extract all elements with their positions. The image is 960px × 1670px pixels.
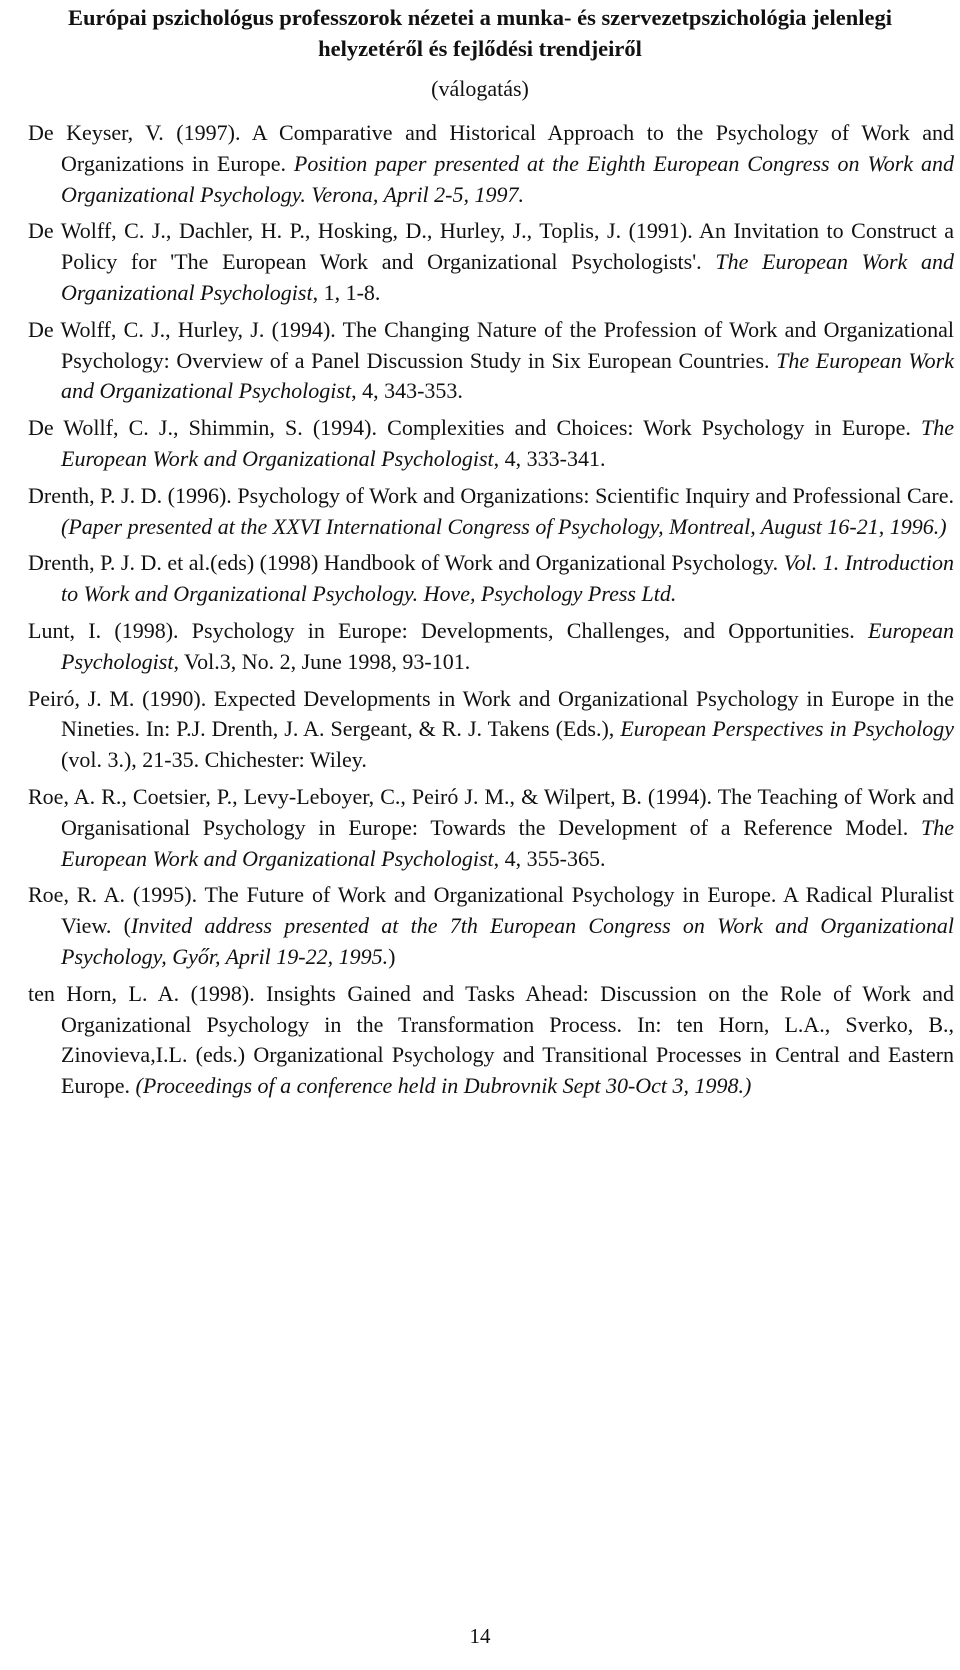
page-subtitle: (válogatás): [431, 76, 529, 101]
reference-text: , 1, 1-8.: [312, 279, 381, 305]
reference-entry: [28, 413, 954, 475]
reference-entry: [28, 782, 954, 874]
reference-text: Roe, A. R., Coetsier, P., Levy-Leboyer, C., Peiró J. M., & Wilpert, B. (1994). The Teaching of Work and Organisational Psychology in Europe: Towards the Development of a Reference Model.: [28, 783, 954, 840]
reference-text: , 4, 355-365.: [493, 845, 606, 871]
reference-text: Peiró, J. M. (1990). Expected Developments in Work and Organizational Psychology in Europe in the Nineties. In: P.J. Drenth, J. A. Sergeant, & R. J. Takens (Eds.),: [28, 685, 954, 742]
reference-entry: [28, 315, 954, 407]
reference-text: De Wolff, C. J., Dachler, H. P., Hosking, D., Hurley, J., Toplis, J. (1991). An Invitation to Construct a Policy for 'The European Work and Organizational Psychologists'.: [28, 218, 954, 275]
reference-italic-text: European Psychologist: [61, 617, 954, 674]
reference-italic-text: The European Work and Organizational Psychologist: [61, 249, 954, 305]
reference-entry: [28, 481, 954, 543]
reference-italic-text: Position paper presented at the Eighth European Congress on Work and Organizational Psychology. Verona, April 2-5, 1997.: [61, 150, 954, 207]
reference-entry: [28, 216, 954, 308]
reference-text: De Wolff, C. J., Hurley, J. (1994). The Changing Nature of the Profession of Work and Organizational Psychology: Overview of a Panel Discussion Study in Six European Countries.: [28, 316, 954, 373]
reference-italic-text: The European Work and Organizational Psychologist: [61, 814, 954, 871]
reference-italic-text: (Proceedings of a conference held in Dubrovnik Sept 30-Oct 3, 1998.): [135, 1073, 752, 1099]
reference-text: , Vol.3, No. 2, June 1998, 93-101.: [173, 648, 471, 674]
reference-text: De Keyser, V. (1997). A Comparative and Historical Approach to the Psychology of Work and Organizations in Europe.: [28, 120, 954, 176]
reference-text: (vol. 3.), 21-35. Chichester: Wiley.: [61, 747, 367, 773]
reference-text: Drenth, P. J. D. et al.(eds) (1998) Handbook of Work and Organizational Psychology.: [28, 550, 784, 576]
reference-text: , 4, 333-341.: [493, 445, 606, 471]
page-number: 14: [469, 1624, 491, 1648]
reference-italic-text: The European Work and Organizational Psychologist: [61, 347, 954, 404]
reference-entry: [28, 684, 954, 776]
reference-text: , 4, 343-353.: [351, 378, 463, 404]
reference-text: Lunt, I. (1998). Psychology in Europe: Developments, Challenges, and Opportunities.: [28, 617, 869, 643]
reference-italic-text: Vol. 1. Introduction to Work and Organizational Psychology. Hove, Psychology Press Ltd.: [61, 550, 954, 607]
reference-italic-text: European Perspectives in Psychology: [620, 716, 955, 742]
reference-text: ): [388, 943, 396, 969]
reference-italic-text: The European Work and Organizational Psychologist: [61, 415, 954, 471]
reference-text: De Wollf, C. J., Shimmin, S. (1994). Complexities and Choices: Work Psychology in Europe.: [28, 415, 921, 441]
reference-list: [28, 118, 954, 1108]
reference-text: Drenth, P. J. D. (1996). Psychology of Work and Organizations: Scientific Inquiry and Professional Care.: [28, 482, 954, 508]
reference-entry: [28, 979, 954, 1102]
reference-entry: [28, 616, 954, 678]
reference-entry: [28, 118, 954, 210]
page-title: Európai pszichológus professzorok nézetei a munka- és szervezetpszichológia jelenlegi helyzetéről és fejlődési trendjeiről: [67, 5, 893, 61]
reference-italic-text: (Paper presented at the XXVI International Congress of Psychology, Montreal, August 16-21, 1996.): [61, 513, 947, 539]
reference-text: Roe, R. A. (1995). The Future of Work and Organizational Psychology in Europe. A Radical Pluralist View. (: [28, 882, 954, 939]
reference-italic-text: Invited address presented at the 7th European Congress on Work and Organizational Psychology, Győr, April 19-22, 1995.: [61, 913, 954, 969]
reference-entry: [28, 880, 954, 972]
reference-entry: [28, 548, 954, 610]
reference-text: ten Horn, L. A. (1998). Insights Gained and Tasks Ahead: Discussion on the Role of Work and Organizational Psychology in the Transformation Process. In: ten Horn, L.A., Sverko, B., Zinovieva,I.L. (eds.) Organizational Psychology and Transitional Processes in Central and Eastern Europe.: [28, 980, 954, 1099]
